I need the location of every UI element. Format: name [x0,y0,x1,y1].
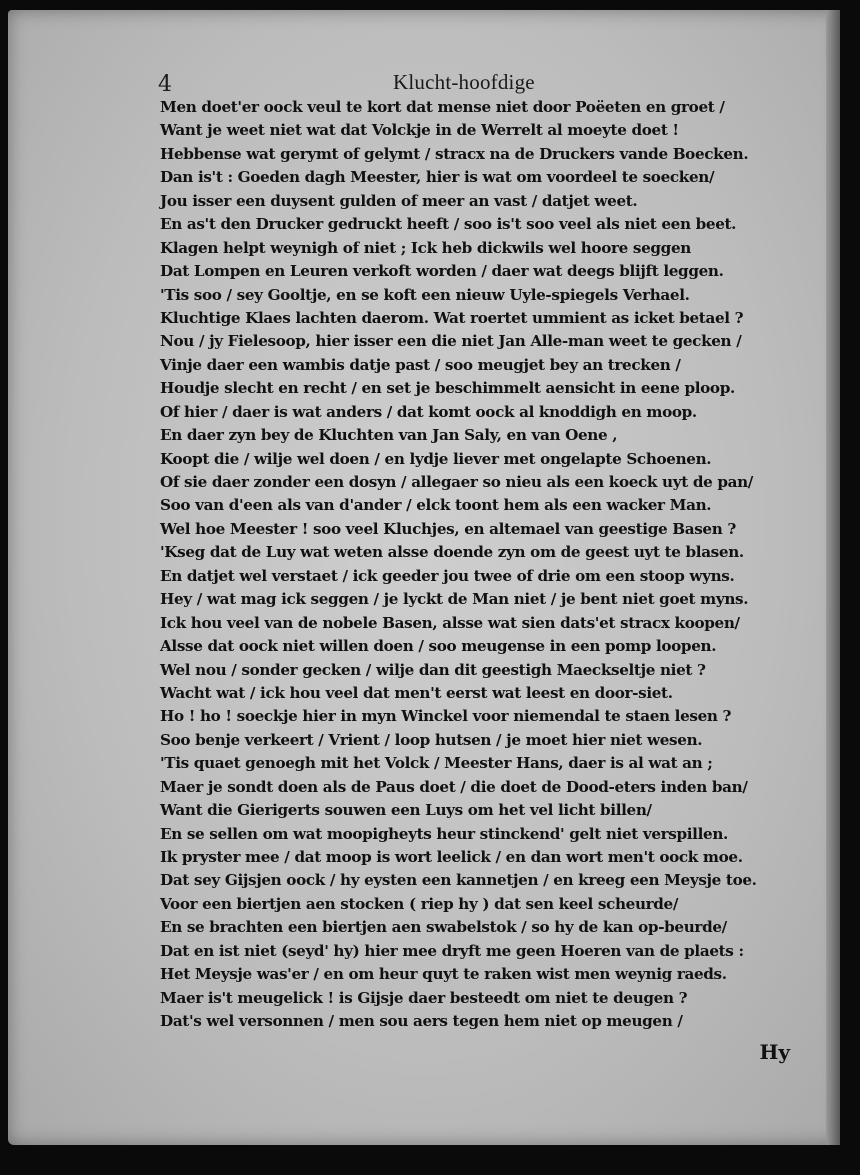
text-line: Dat sey Gijsjen oock / hy eysten een kannetjen / en kreeg een Meysje toe. [160,871,757,890]
text-line: Of hier / daer is wat anders / dat komt oock al knoddigh en moop. [160,402,697,421]
text-line: Hebbense wat gerymt of gelymt / stracx na de Druckers vande Boecken. [160,144,749,163]
text-line: Houdje slecht en recht / en set je beschimmelt aensicht in eene ploop. [160,379,735,398]
text-line: Men doet'er oock veul te kort dat mense niet door Poëeten en groet / [160,98,725,116]
book-page [8,10,840,1145]
page-edge [826,10,840,1145]
text-line: Want je weet niet wat dat Volckje in de Werrelt al moeyte doet ! [160,121,679,140]
poem-text [160,96,820,1034]
text-line: Dan is't : Goeden dagh Meester, hier is wat om voordeel te soecken/ [160,168,715,187]
text-line: Hey / wat mag ick seggen / je lyckt de Man niet / je bent niet goet myns. [160,590,749,609]
text-line: Want die Gierigerts souwen een Luys om het vel licht billen/ [160,801,652,820]
text-line: Soo benje verkeert / Vrient / loop hutsen / je moet hier niet wesen. [160,730,703,749]
text-line: Dat's wel versonnen / men sou aers tegen hem niet op meugen / [160,1012,683,1031]
page-number: 4 [158,72,172,97]
text-line: Kluchtige Klaes lachten daerom. Wat roertet ummient as icket betael ? [160,308,744,327]
text-line: 'Tis quaet genoegh mit het Volck / Meester Hans, daer is al wat an ; [160,754,713,773]
text-line: Soo van d'een als van d'ander / elck toont hem als een wacker Man. [160,496,712,515]
text-line: Dat Lompen en Leuren verkoft worden / daer wat deegs blijft leggen. [160,262,724,281]
running-head: Klucht-hoofdige [393,70,535,94]
text-line: Koopt die / wilje wel doen / en lydje liever met ongelapte Schoenen. [160,449,712,468]
catchword: Hy [759,1040,790,1064]
text-line: Wel nou / sonder gecken / wilje dan dit geestigh Maeckseltje niet ? [160,660,706,679]
text-line: Het Meysje was'er / en om heur quyt te raken wist men weynig raeds. [160,965,727,984]
text-line: Maer is't meugelick ! is Gijsje daer besteedt om niet te deugen ? [160,988,688,1007]
text-line: En datjet wel verstaet / ick geeder jou twee of drie om een stoop wyns. [160,566,735,585]
text-line: Ho ! ho ! soeckje hier in myn Winckel voor niemendal te staen lesen ? [160,707,732,726]
text-line: Of sie daer zonder een dosyn / allegaer so nieu als een koeck uyt de pan/ [160,473,753,491]
text-line: Klagen helpt weynigh of niet ; Ick heb dickwils wel hoore seggen [160,238,691,257]
text-line: Voor een biertjen aen stocken ( riep hy ) dat sen keel scheurde/ [160,894,679,913]
text-line: En daer zyn bey de Kluchten van Jan Saly, en van Oene , [160,426,618,445]
text-line: Wel hoe Meester ! soo veel Kluchjes, en altemael van geestige Basen ? [160,519,736,538]
text-line: En as't den Drucker gedruckt heeft / soo is't soo veel als niet een beet. [160,215,737,234]
text-line: Ick hou veel van de nobele Basen, alsse wat sien dats'et stracx koopen/ [160,613,740,632]
text-line: Maer je sondt doen als de Paus doet / die doet de Dood-eters inden ban/ [160,777,748,796]
text-line: En se sellen om wat moopigheyts heur stinckend' gelt niet verspillen. [160,824,728,843]
text-line: Jou isser een duysent gulden of meer an vast / datjet weet. [160,191,638,210]
text-line: Ik pryster mee / dat moop is wort leelick / en dan wort men't oock moe. [160,848,743,866]
text-line: Nou / jy Fielesoop, hier isser een die niet Jan Alle-man weet te gecken / [160,332,742,351]
text-line: En se brachten een biertjen aen swabelstok / so hy de kan op-beurde/ [160,918,727,937]
text-line: Dat en ist niet (seyd' hy) hier mee dryft me geen Hoeren van de plaets : [160,941,744,960]
text-line: Alsse dat oock niet willen doen / soo meugense in een pomp loopen. [160,637,717,656]
text-line: 'Kseg dat de Luy wat weten alsse doende zyn om de geest uyt te blasen. [160,543,744,562]
text-line: Wacht wat / ick hou veel dat men't eerst wat leest en door-siet. [160,683,673,702]
text-line: 'Tis soo / sey Gooltje, en se koft een nieuw Uyle-spiegels Verhael. [160,285,690,304]
text-line: Vinje daer een wambis datje past / soo meugjet bey an trecken / [160,355,681,374]
